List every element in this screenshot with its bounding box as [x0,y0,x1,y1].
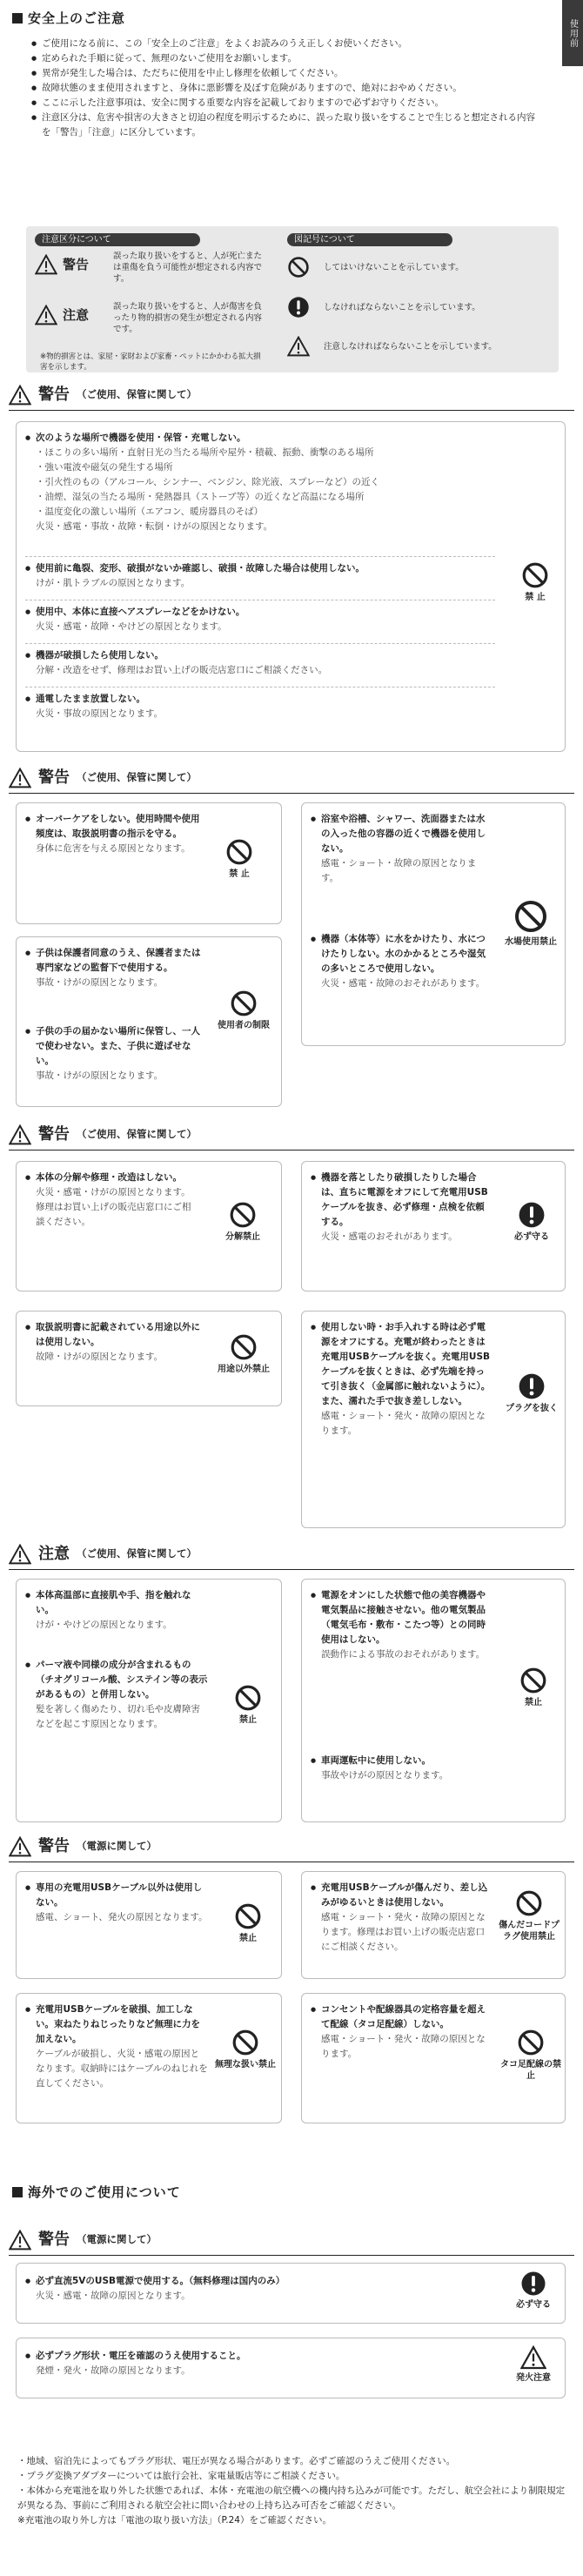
section-heading: 警告 （ご使用、保管に関して） [9,766,574,789]
legend-sym-must: しなければならないことを示しています。 [287,296,480,319]
warning-item: ● 浴室や浴槽、シャワー、洗面器または水の入った他の容器の近くで機器を使用しない。 感電・ショート・故障の原因となります。 [311,812,493,886]
water-prohibit-symbol: 水場使用禁止 [500,899,561,948]
note-line: ※充電池の取り外し方は「電池の取り扱い方法」（P.24）をご確認ください。 [17,2515,332,2526]
user-restriction-symbol: 使用者の制限 [213,989,274,1031]
prohibit-symbol: 禁止 [507,1667,560,1708]
warning-box [16,802,282,924]
overseas-box [16,2263,566,2324]
warning-triangle-icon [9,1836,31,1857]
warning-box [301,802,566,1046]
caution-item: ● 電源をオンにした状態で他の美容機器や電気製品に接触させない。他の電気製品（電気毛布・敷布・こたつ等）との同時使用はしない。 誤動作による事故のおそれがあります。 [311,1588,493,1662]
legend-right-title: 図記号について [287,233,452,246]
warning-item: ● 充電用USBケーブルを破損、加工しない。束ねたりねじったりなど無理に力を加えない。 ケーブルが破損し、火災・感電の原因となります。収納時にはケーブルのねじれを直してください。 [25,2002,208,2091]
note-line: ・地域、宿泊先によってもプラグ形状、電圧が異なる場合があります。必ずご確認のうえご使用ください。 [17,2456,456,2466]
prohibit-icon [231,2029,259,2056]
warning-item: ● オーバーケアをしない。使用時間や使用頻度は、取扱説明書の指示を守る。 身体に危害を与える原因となります。 [25,812,208,856]
section-heading: 警告 （ご使用、保管に関して） [9,1123,574,1146]
prohibit-icon [230,1333,258,1361]
intro-item: ● 故障状態のまま使用されますと、身体に悪影響を及ぼす危険がありますので、絶対におやめください。 [31,81,539,96]
prohibit-icon [287,256,310,278]
unplug-icon [518,1372,546,1400]
legend-left-title: 注意区分について [35,233,200,246]
caution-box [301,1579,566,1822]
intro-item: ● ここに示した注意事項は、安全に関する重要な内容を記載しておりますので必ずお守りください。 [31,96,539,111]
fire-caution-icon [520,2345,546,2370]
must-do-symbol: 必ず守る [507,2271,560,2311]
warning-item: ● 子供は保護者同意のうえ、保護者または専門家などの監督下で使用する。 事故・けがの原因となります。 [25,946,208,990]
off-purpose-prohibit-symbol: 用途以外禁止 [213,1333,274,1375]
warning-box [16,1161,282,1291]
prohibit-icon [515,1889,543,1917]
prohibit-symbol: 禁 止 [225,838,253,880]
prohibit-icon [517,2029,545,2056]
prohibit-icon [234,1684,262,1712]
legend-warning: 警告 [35,254,89,275]
warning-box [301,1871,566,1979]
note-line: ・プラグ変換アダプターについては旅行会社、家電量販店等にご相談ください。 [17,2471,345,2481]
warning-box [16,1311,282,1406]
prohibit-icon [519,1667,547,1694]
warning-item: ● 使用前に亀裂、変形、破損がないか確認し、破損・故障した場合は使用しない。 けが・肌トラブルの原因となります。 [25,561,495,591]
warning-box [16,1871,282,1979]
prohibit-icon [225,838,253,866]
legend-panel [26,226,559,372]
warning-item: ● 機器が破損したら使用しない。 分解・改造をせず、修理はお買い上げの販売店窓口にご相談ください。 [25,648,495,678]
caution-item: ● パーマ液や同様の成分が含まれるもの（チオグリコール酸、システイン等の表示があるもの）と併用しない。 髪を著しく傷めたり、切れ毛や皮膚障害などを起こす原因となります。 [25,1658,208,1732]
overseas-notes [17,2454,566,2528]
prohibit-symbol: 禁止 [222,1684,274,1726]
caution-box [16,1579,282,1822]
warning-item: ● 機器を落としたり破損したりした場合は、直ちに電源をオフにして充電用USBケーブルを抜き、必ず修理・点検を依頼する。 火災・感電のおそれがあります。 [311,1171,493,1244]
prohibit-icon [521,561,549,589]
section-heading: 注意 （ご使用、保管に関して） [9,1542,574,1566]
side-tab: 使用前 [562,0,583,66]
warning-item: ● 通電したまま放置しない。 火災・事故の原因となります。 [25,692,495,721]
must-do-symbol: 必ず守る [504,1201,560,1243]
warning-box [16,1993,282,2123]
prohibit-symbol: 禁 止 [521,561,549,603]
legend-note: ※物的損害とは、家屋・家財および家畜・ペットにかかわる拡大損害を示します。 [40,352,261,372]
no-water-icon [513,899,548,934]
warning-item: ● コンセントや配線器具の定格容量を超えて配線（タコ足配線）しない。 感電・ショート・発火・故障の原因となります。 [311,2002,493,2062]
rough-handling-prohibit-symbol: 無理な扱い禁止 [215,2029,276,2070]
overseas-heading: 海外でのご使用について [12,2183,181,2203]
warning-item: ● 使用中、本体に直接ヘアスプレーなどをかけない。 火災・感電・故障・やけどの原因となります。 [25,605,495,634]
intro-item: ● ご使用になる前に、この「安全上のご注意」をよくお読みのうえ正しくお使いください。 [31,37,539,51]
caution-item: ● 本体高温部に直接肌や手、指を触れない。 けが・やけどの原因となります。 [25,1588,208,1633]
caution-icon [287,336,310,357]
warning-item: ● 使用しない時・お手入れする時は必ず電源をオフにする。充電が終わったときは充電用USBケーブルを抜く。充電用USBケーブルを抜くときは、必ず先端を持って引き抜く（金属部に触れないように）。また、濡れた手で抜き差ししない。 感電・ショート・発火・故障の原因となります。 [311,1320,493,1439]
intro-item: ● 定められた手順に従って、無理のないご使用をお願いします。 [31,51,539,66]
legend-caution-text: 誤った取り扱いをすると、人が傷害を負ったり物的損害の発生が想定される内容です。 [113,302,263,334]
warning-item: ● 必ずプラグ形状・電圧を確認のうえ使用すること。 発煙・発火・故障の原因となります。 [25,2349,495,2378]
section-heading: 警告 （電源に関して） [9,1835,574,1858]
warning-item: ● 取扱説明書に記載されている用途以外には使用しない。 故障・けがの原因となります。 [25,1320,208,1365]
safety-heading: 安全上のご注意 [12,9,125,29]
note-line: ・本体から充電池を取り外した状態であれば、本体・充電池の航空機への機内持ち込みが可能です。ただし、航空会社により制限規定が異なる為、事前にご利用される航空会社に問い合わせの上持ち込み可否をご確認ください。 [17,2485,566,2511]
intro-item: ● 注意区分は、危害や損害の大きさと切迫の程度を明示するために、誤った取り扱いをすることで生じると想定される内容を「警告」「注意」に区分しています。 [31,111,539,140]
square-bullet-icon [12,2187,23,2197]
section-heading: 警告 （電源に関して） [9,2228,574,2251]
warning-box-1 [16,421,566,752]
warning-item: ● 本体の分解や修理・改造はしない。 火災・感電・けがの原因となります。修理はお買い上げの販売店窓口にご相談ください。 [25,1171,199,1230]
warning-item: ● 専用の充電用USBケーブル以外は使用しない。 感電、ショート、発火の原因となります。 [25,1881,208,1925]
square-bullet-icon [12,13,23,23]
unplug-symbol: プラグを抜く [504,1372,560,1414]
fire-caution-symbol: 発火注意 [507,2345,560,2384]
must-do-icon [287,296,310,319]
caution-item: ● 車両運転中に使用しない。 事故やけがの原因となります。 [311,1754,493,1783]
legend-sym-caution: 注意しなければならないことを示しています。 [287,336,497,357]
warning-box [301,1311,566,1528]
warning-item: ● 次のような場所で機器を使用・保管・充電しない。 ・ほこりの多い場所・直射日光の当たる場所や屋外・積載、振動、衝撃のある場所 ・強い電波や磁気の発生する場所 ・引火性のもの（アルコール、シンナー、ベンジン、除光液、スプレーなど）の近く ・油煙、湿気の当たる場所・発熱器具（ストーブ等）の近くなど高温になる場所 ・温度変化の激しい場所（エアコン、暖房器具のそば） 火災・感電・事故・故障・転倒・けがの原因となります。 [25,431,513,534]
octopus-wiring-prohibit-symbol: タコ足配線の禁止 [499,2029,563,2082]
warning-triangle-icon [9,385,31,406]
warning-item: ● 充電用USBケーブルが傷んだり、差し込みがゆるいときは使用しない。 感電・ショート・発火・故障の原因となります。修理はお買い上げの販売店窓口にご相談ください。 [311,1881,493,1955]
no-disassembly-symbol: 分解禁止 [210,1201,276,1243]
warning-box [301,1161,566,1291]
warning-triangle-icon [9,768,31,788]
warning-box [301,1993,566,2123]
prohibit-icon [230,989,258,1017]
warning-triangle-icon [35,254,57,275]
prohibit-symbol: 禁止 [222,1902,274,1944]
must-do-icon [520,2271,546,2297]
must-do-icon [518,1201,546,1229]
overseas-box [16,2338,566,2398]
legend-caution: 注意 [35,305,89,325]
legend-warning-text: 誤った取り扱いをすると、人が死亡または重傷を負う可能性が想定される内容です。 [113,252,263,284]
section-heading: 警告 （ご使用、保管に関して） [9,383,574,406]
caution-triangle-icon [9,1544,31,1565]
intro-list [31,37,539,140]
caution-triangle-icon [35,305,57,325]
warning-box [16,936,282,1107]
intro-item: ● 異常が発生した場合は、ただちに使用を中止し修理を依頼してください。 [31,66,539,81]
warning-item: ● 子供の手の届かない場所に保管し、一人で使わせない。また、子供に遊ばせない。 事故・けがの原因となります。 [25,1024,208,1083]
warning-triangle-icon [9,1124,31,1145]
legend-sym-prohibit: してはいけないことを示しています。 [287,256,464,278]
prohibit-icon [234,1902,262,1930]
no-disassembly-icon [229,1201,257,1229]
damaged-cord-prohibit-symbol: 傷んだコードプラグ使用禁止 [495,1889,563,1942]
warning-triangle-icon [9,2230,31,2251]
warning-item: ● 必ず直流5VのUSB電源で使用する。（無料修理は国内のみ） 火災・感電・故障の原因となります。 [25,2274,495,2304]
warning-item: ● 機器（本体等）に水をかけたり、水につけたりしない。水のかかるところや湿気の多いところで使用しない。 火災・感電・故障のおそれがあります。 [311,932,493,991]
